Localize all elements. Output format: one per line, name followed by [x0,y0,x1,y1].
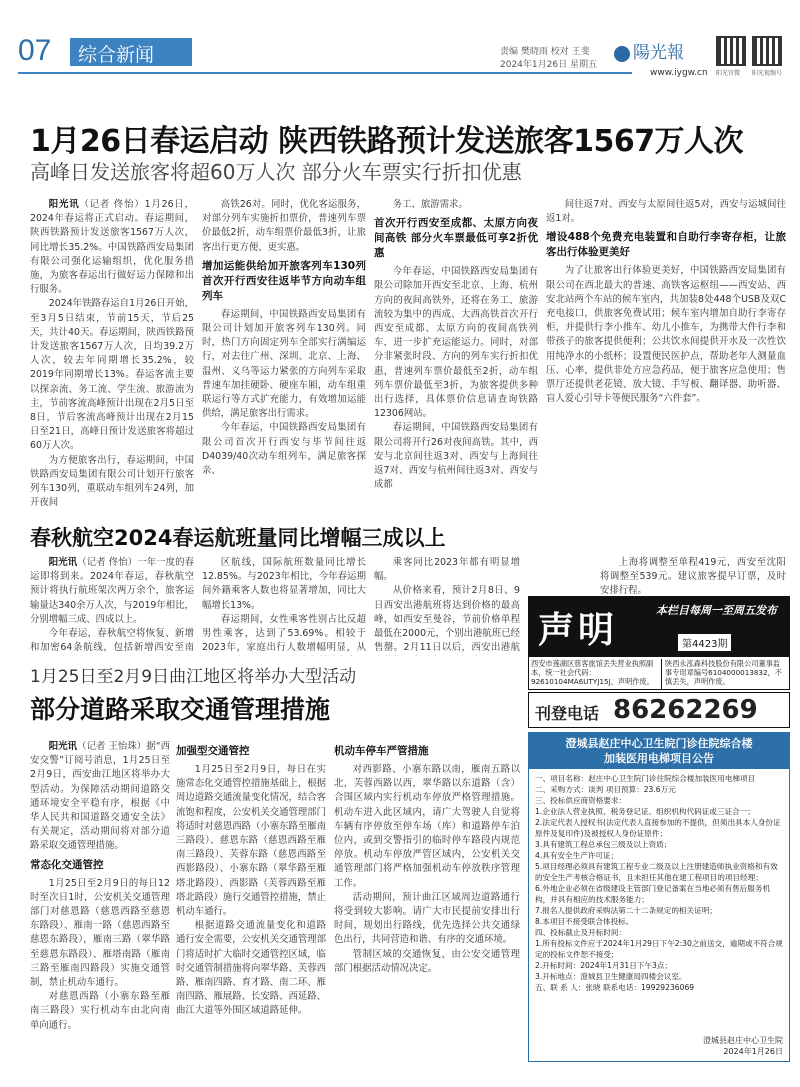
notice-tagline: 本栏目每周一至周五发布 [656,604,777,617]
announcement-line: 五、联 系 人：张晓 联系电话：19929236069 [535,983,695,992]
article2-column-3: 乘客同比2023年都有明显增幅。 从价格来看，预计2月8日、9日西安出港航班将达到价格的最高峰，如西安至曼谷，节前价格单程最低在2000元，个别出港航班已经售罄。2月11日以后，西安出港航 [374,557,520,654]
article1-column-2: 高铁26对。同时，优化客运服务，对部分列车实施折扣票价，普速列车票价最低2折，动车组票价最低3折，让旅客出行更方便、更实惠。 增加运能供给加开旅客列车130列 首次开行西安往返毕节方向动车组列车 春运期间，中国铁路西安局集团有限公司计划加开旅客列车130列。同时，热门方向固定列车全部实行满编运行，对去往广州、深圳、北京、上海、温州、义乌等运力紧张的方向列车采取普速车加挂硬卧、硬座车厢，动车组重联运行等方式扩充能力，有效增加运能供给，满足旅客出行需求。 今年春运，中国铁路西安局集团有限公司首次开行西安与毕节间往返D4039/40次动车组列车，满足旅客探亲、 [202,199,366,477]
notice-item: 西安市莲湖区慈客旅馆丢失营业执照副本，统一社会代码：92610104MA6UTYJ15J，声明作废。 [531,659,654,686]
page-number: 07 [18,34,52,67]
qr-code-icon[interactable] [716,36,746,66]
headline-railway: 1月26日春运启动 陕西铁路预计发送旅客1567万人次 [30,124,744,159]
article2-column-4: 上海将调整至单程419元，西安至沈阳将调整至539元。建议旅客提早订票，及时安排行程。 [600,557,786,596]
announcement-title: 澄城县赵庄中心卫生院门诊住院综合楼 加装医用电梯项目公告 [529,733,789,769]
phone-number: 86262269 [613,695,758,725]
announcement-line: 1.所有投标文件应于2024年1月29日下午2:30之前送交，逾期或不符合规定的投标文件恕不接受； [535,939,783,959]
header-rule [18,72,632,74]
subheading: 首次开行西安至成都、太原方向夜间高铁 部分火车票最低可享2折优惠 [374,217,538,260]
announcement-line: 7.报名人提供政府采购法第二十二条规定的相关证明； [535,906,717,915]
subheading: 常态化交通管控 [30,858,104,871]
article3-column-1: 阳光讯（记者 王怡珠）据“西安交警”订阅号消息，1月25日至2月9日，西安曲江地区将举办大型活动。为保障活动期间道路交通环境安全平稳有序，根据《中华人民共和国道路交通安全法》有关规定，活动期间将对部分道路采取交通管理措施。 常态化交通管控 1月25日至2月9日的每日12时至次日1时，公安机关交通管理部门对慈恩路（慈恩西路至慈恩东路段）、雁南一路（慈恩西路至慈恩东路段），雁南三路（翠华路至慈恩东路段）、雁塔南路（雁南三路至雁南四路段）实施交通管制，禁止机动车通行。 对慈恩西路（小寨东路至雁南三路段）实行机动车由北向南单向通行。 [30,741,170,1031]
editor-credits: 责编 樊晓雨 校对 王斐 [500,47,590,57]
article2-column-2: 区航线，国际航班数量同比增长12.85%。与2023年相比，今年春运期间外籍乘客人数也将显著增加，同比大幅增长13%。 春运期间，女性乘客性别占比反超男性乘客，达到了53.69%。相较于2023年，家庭出行人数增幅明显，从 [202,557,366,654]
article1-column-4: 间往返7对、西安与太原间往返5对，西安与运城间往返1对。 增设488个免费充电装置和自助行李寄存柜，让旅客出行体验更美好 为了让旅客出行体验更美好，中国铁路西安局集团有限公司在西北最大的普速、高铁客运枢纽——西安站、西安北站两个车站的候车室内，共加装8处448个USB及双C充电接口，供旅客免费试用；候车室内增加自助行李寄存柜，并提供行李小推车、幼儿小推车，为携带大件行李和带孩子的旅客提供便利；公共饮水间提供开水及一次性饮用纯净水的小纸杯；设置便民医护点，帮助老年人测量血压、心率，提供非处方应急药品，便于旅客应急使用；售票厅还提供老花镜、放大镜、手写板、翻译器、助听器、盲人爱心引导卡等便民服务“六件套”。 [546,199,786,405]
announcement-line: 二、采购方式：谈判 项目预算：23.6万元 [535,785,676,794]
subheadline-railway: 高峰日发送旅客将超60万人次 部分火车票实行折扣优惠 [30,160,522,184]
ad-phone [528,692,790,728]
announcement-line: 8.本项目不接受联合体投标。 [535,917,634,926]
article1-column-3: 务工、旅游需求。 首次开行西安至成都、太原方向夜间高铁 部分火车票最低可享2折优惠 今年春运，中国铁路西安局集团有限公司除加开西安至北京、上海、杭州方向的夜间高铁外，还将在务工、旅游流较为集中的西成、大西高铁首次开行西安至成都、太原方向的夜间高铁列车，进一步扩充运能运力。同时，对部分非紧张时段、方向的列车实行折扣优惠，普速列车票价最低至2折，动车组列车票价最低至3折，为旅客提供多种出行选择，具体票价信息请查询铁路12306网站。 春运期间，中国铁路西安局集团有限公司将开行26对夜间高铁。其中，西安与北京间往返3对、西安与上海间往返7对、西安与杭州间往返3对、西安与成都 [374,199,538,491]
issue-date: 2024年1月26日 星期五 [500,60,597,70]
section-title: 综合新闻 [70,38,192,66]
notice-listings [528,656,790,690]
announcement-line: 3.具有建筑工程总承包三级及以上资质； [535,840,672,849]
announcement-line: 一、项目名称：赵庄中心卫生院门诊住院综合楼加装医用电梯项目 [535,774,756,783]
article1-column-1: 阳光讯（记者 佟怡）1月26日，2024年春运将正式启动。春运期间，陕西铁路预计发送旅客1567万人次，同比增长35.2%。中国铁路西安局集团有限公司强化运输组织，优化服务措施，为旅客春运出行做好运力保障和出行服务。 2024年铁路春运自1月26日开始，至3月5日结束，节前15天，节后25天，共计40天。春运期间，陕西铁路预计发送旅客1567万人次，日均39.2万人次，较去年同期增长35.2%，较2019年同期增长13%。春运客流主要以探亲流、务工流、学生流、旅游流为主，节前客流高峰预计出现在2月5日至8日，节后客流高峰预计出现在2月15日至21日，高峰日预计发送旅客将超过60万人次。 为方便旅客出行，春运期间，中国铁路西安局集团有限公司计划开行旅客列车130列，重联动车组列车24列，加开夜间 [30,199,194,509]
article3-column-3: 机动车停车严管措施 对西影路、小寨东路以南，雁南五路以北，芙蓉西路以西，翠华路以东道路（含）合围区域内实行机动车停放严格管理措施。机动车进入此区域内，请广大驾驶人自觉将车辆有序停放至停车场（库）和道路停车泊位内，或到交警指引的临时停车路段内规范停放。机动车停放严管区域内，公安机关交通管理部门将严格加强机动车停放秩序管理工作。 活动期间，预计曲江区域周边道路通行将受到较大影响。请广大市民提前安排出行时间，规划出行路线，优先选择公共交通绿色出行，共同营造和谐、有序的交通环境。 管制区域的交通恢复，由公安交通管理部门根据活动情况决定。 [334,745,520,974]
notice-issue: 第4423期 [678,634,731,651]
announcement-line: 四、投标截止及开标时间： [535,928,627,937]
subheading: 加强型交通管控 [176,745,250,757]
bidding-announcement [528,732,790,1062]
announcement-line: 三、投标供应商资格要求： [535,796,627,805]
announcement-signature: 澄城县赵庄中心卫生院 2024年1月26日 [703,1036,783,1056]
subheading: 增加运能供给加开旅客列车130列 首次开行西安往返毕节方向动车组列车 [202,259,366,302]
article2-column-1: 阳光讯（记者 佟怡）一年一度的春运即将到来。2024年春运，春秋航空预计将执行航班架次两万余个，旅客运输量达340余万人次，与2019年相比，分别增幅三成、四成以上。 今年春运，春秋航空将恢复、新增和加密64条航线，包括新增西安至南 [30,557,194,654]
announcement-line: 5.项目经理必须具有建筑工程专业二级及以上注册建造师执业资格和有效的安全生产考核合格证书，且未担任其他在建工程项目的项目经理； [535,862,778,882]
qr-caption: 阳光视频号 [752,70,783,77]
announcement-line: 6.外地企业必须在省级建设主管部门登记备案在当地必须有售后服务机构，并具有相应的技术服务能力； [535,884,771,904]
sun-icon [614,46,630,62]
newspaper-logo: 陽光報 [614,38,700,64]
article3-column-2: 加强型交通管控 1月25日至2月9日，每日在实施常态化交通管控措施基础上，根据周边道路交通流量变化情况，结合客流饱和程度，公安机关交通管理部门将适时对慈恩西路（小寨东路至雁南三路段）、慈恩东路（慈恩西路至雁南三路段）、芙蓉东路（慈恩西路至西影路段）、小寨东路（翠华路至雁塔北路段）、西影路（芙蓉西路至雁塔北路段）施行交通管控措施，禁止机动车通行。 根据道路交通流量变化和道路通行安全需要，公安机关交通管理部门将适时扩大临时交通管控区域，临时交通管制措施将向翠华路、芙蓉西路、雁南四路、育才路、南二环、雁南四路、雁展路、长安路、西延路、曲江大道等外围区域道路延伸。 [176,745,326,1017]
phone-label: 刊登电话 [535,704,600,723]
notice-item: 陕西永泓森科技股份有限公司董事监事专用章编号6104000013832，不慎丢失，声明作废。 [661,659,787,689]
announcement-line: 2.法定代表人授权书(法定代表人直接参加的不提供，但须出具本人身份证原件及复印件)及被授权人身份证原件； [535,818,781,838]
website-url[interactable]: www.iygw.cn [650,68,708,78]
qr-caption: 阳光官微 [716,70,741,77]
announcement-line: 4.具有安全生产许可证； [535,851,619,860]
qr-code-icon[interactable] [752,36,782,66]
subheading: 增设488个免费充电装置和自助行李寄存柜，让旅客出行体验更美好 [546,231,786,259]
kicker-qujiang: 1月25日至2月9日曲江地区将举办大型活动 [30,667,357,687]
notice-title: 声明 [538,610,619,651]
announcement-line: 1.企业法人营业执照、税务登记证、组织机构代码证或三证合一； [535,807,755,816]
announcement-line: 2.开标时间：2024年1月31日下午3点； [535,961,673,970]
announcement-body [529,769,789,997]
headline-traffic: 部分道路采取交通管理措施 [30,695,331,724]
notice-banner [528,596,790,656]
announcement-line: 3.开标地点：澄城县卫生健康局四楼会议室。 [535,972,687,981]
subheading: 机动车停车严管措施 [334,745,429,757]
headline-spring-airlines: 春秋航空2024春运航班量同比增幅三成以上 [30,526,446,550]
